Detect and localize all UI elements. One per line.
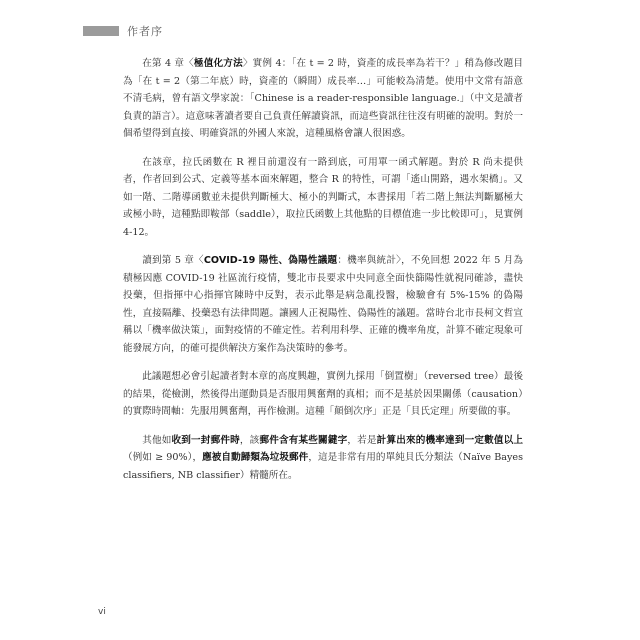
text-run: （例如 ≥ 90%）， <box>123 452 203 463</box>
page-number: vi <box>98 607 106 617</box>
bold-text: COVID-19 陽性、偽陽性議題 <box>203 255 338 266</box>
bold-text: 應被自動歸類為垃圾郵件 <box>202 452 309 463</box>
paragraph <box>123 368 523 421</box>
header-title: 作者序 <box>127 25 163 38</box>
paragraph <box>123 432 523 485</box>
paragraph <box>123 252 523 357</box>
bold-text: 計算出來的機率達到一定數值以上 <box>376 434 524 446</box>
text-run: ：機率與統計〉，不免回想 2022 年 5 月為積極因應 COVID-19 社區流行疫情，雙北市長要求中央同意全面快篩陽性就視同確診，盡快投藥，但指揮中心指揮官陳時中反對，表示此舉是病急亂投醫，檢驗會有 5%-15% 的偽陽性，直接隔離、投藥恐有法律問題。讓國人正視陽性、偽陽性的議題。當時台北市長柯文哲宣稱以「機率做決策」，面對疫情的不確定性。若利用科學、正確的機率角度，計算不確定現象可能發展方向，的確可提供解決方案作為決策時的參考。 <box>123 255 524 354</box>
text-run: ，若是 <box>347 434 377 446</box>
header-bar-decoration <box>83 26 119 36</box>
paragraph <box>123 154 523 242</box>
text-run: 在該章，拉氏函數在 R 裡目前還沒有一路到底，可用單一函式解題。對於 R 尚未提供者，作者回到公式、定義等基本面來解題，整合 R 的特性，可謂「遙山開路，遇水架橋」。又如一階、二階導函數並未提供判斷極大、極小的判斷式，本書採用「若二階上無法判斷屬極大或極小時，這種點即鞍部（saddle），取拉氏函數上其他點的目標值進一步比較即可」，見實例 4-12。 <box>123 156 523 238</box>
text-run: 〉實例 4：「在 t = 2 時，資產的成長率為若干？」稍為修改題目為「在 t = 2（第二年底）時，資產的（瞬間）成長率…」可能較為清楚。使用中文常有語意不清毛病，曾有語文學家說：「Chinese is a reader-responsible language.」（中文是讀者負責的語言）。這意味著讀者要自己負責任解讀資訊，而這些資訊往往沒有明確的說明。對於一個希望得到直接、明確資訊的外國人來說，這種風格會讓人很困惑。 <box>123 58 524 139</box>
bold-text: 極值化方法 <box>193 58 243 69</box>
text-run: ，該 <box>239 434 260 446</box>
body-text <box>123 55 523 495</box>
paragraph <box>123 55 523 143</box>
bold-text: 郵件含有某些關鍵字 <box>259 434 348 446</box>
text-run: 讀到第 5 章〈 <box>142 255 204 266</box>
bold-text: 收到一封郵件時 <box>171 434 240 446</box>
text-run: ，這是非常有用的單純貝氏分類法（Naïve Bayes classifiers, NB classifier）精髓所在。 <box>123 452 524 481</box>
running-header <box>83 23 163 39</box>
text-run: 其他如 <box>142 434 172 446</box>
text-run: 此議題想必會引起讀者對本章的高度興趣，實例九採用「倒置樹」（reversed tree）最後的結果，從檢測，然後得出運動員是否服用興奮劑的真相；而不是基於因果關係（causation）的實際時間軸：先服用興奮劑，再作檢測。這種「顛倒次序」正是「貝氏定理」所要做的事。 <box>123 371 523 417</box>
text-run: 在第 4 章〈 <box>142 58 194 69</box>
